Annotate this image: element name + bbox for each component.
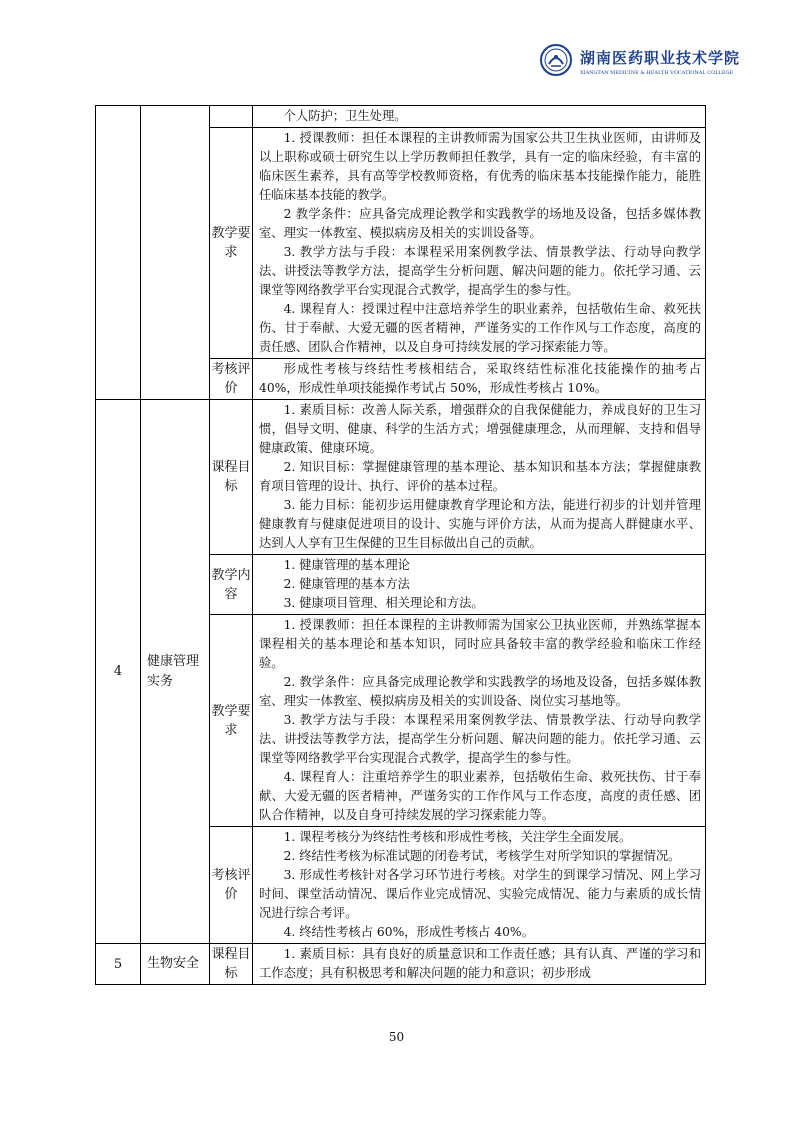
course-num-cell <box>96 106 141 400</box>
course-name-cell <box>141 106 210 400</box>
section-content-content <box>253 555 706 615</box>
paragraph: 2. 知识目标：掌握健康管理的基本理论、基本知识和基本方法；掌握健康教育项目管理的设计、执行、评价的基本过程。 <box>259 460 701 493</box>
paragraph: 2 教学条件：应具备完成理论教学和实践教学的场地及设备，包括多媒体教室、理实一体教室、模拟病房及相关的实训设备等。 <box>259 207 701 240</box>
course-number: 4 <box>96 400 141 944</box>
header-title <box>580 47 740 76</box>
section-label-goal: 课程目标 <box>210 400 253 555</box>
paragraph: 1. 授课教师：担任本课程的主讲教师需为国家公卫执业医师，并熟练掌握本课程相关的基本理论和基本知识，同时应具备较丰富的教学经验和临床工作经验。 <box>259 618 701 670</box>
paragraph: 4. 终结性考核占 60%，形成性考核占 40%。 <box>283 925 534 939</box>
paragraph: 4. 课程育人：注重培养学生的职业素养，包括敬佑生命、救死扶伤、甘于奉献、大爱无疆的医者精神，严谨务实的工作作风与工作态度，高度的责任感、团队合作精神，以及自身可持续发展的学习探索能力等。 <box>259 770 701 822</box>
paragraph: 1. 素质目标：具有良好的质量意识和工作责任感；具有认真、严谨的学习和工作态度；具有积极思考和解决问题的能力和意识；初步形成 <box>259 947 701 980</box>
table-row <box>96 944 706 985</box>
school-name-en: XIANGTAN MEDICINE & HEALTH VOCATIONAL COLLEGE <box>580 70 734 76</box>
paragraph: 2. 教学条件：应具备完成理论教学和实践教学的场地及设备，包括多媒体教室、理实一体教室、模拟病房及相关的实训设备、岗位实习基地等。 <box>259 675 701 708</box>
section-content-eval <box>253 359 706 400</box>
table-row <box>96 400 706 555</box>
page-number: 50 <box>388 1030 405 1044</box>
school-name-cn: 湖南医药职业技术学院 <box>580 49 741 67</box>
section-label-content: 教学内容 <box>210 555 253 615</box>
section-label-cell <box>210 106 253 128</box>
paragraph: 2. 终结性考核为标准试题的闭卷考试，考核学生对所学知识的掌握情况。 <box>283 849 681 863</box>
paragraph: 1. 授课教师：担任本课程的主讲教师需为国家公共卫生执业医师，由讲师及以上职称或硕士研究生以上学历教师担任教学，具有一定的临床经验，有丰富的临床医生素养，具有高等学校教师资格，有优秀的临床基本技能操作能力，能胜任临床基本技能的教学。 <box>259 131 701 202</box>
paragraph: 3. 能力目标：能初步运用健康教育学理论和方法，能进行初步的计划并管理健康教育与健康促进项目的设计、实施与评价方法，从而为提高人群健康水平、达到人人享有卫生保健的卫生目标做出自己的贡献。 <box>259 498 701 550</box>
table-row <box>96 106 706 128</box>
section-content-cell <box>253 106 706 128</box>
curriculum-table <box>95 105 706 985</box>
section-content-eval <box>253 827 706 944</box>
course-name: 健康管理实务 <box>141 400 210 944</box>
paragraph: 1. 素质目标：改善人际关系，增强群众的自我保健能力，养成良好的卫生习惯，倡导文明、健康、科学的生活方式；增强健康理念，从而理解、支持和倡导健康政策、健康环境。 <box>259 403 701 455</box>
section-content-goal <box>253 400 706 555</box>
section-content-teach-req <box>253 128 706 359</box>
paragraph: 1. 课程考核分为终结性考核和形成性考核，关注学生全面发展。 <box>283 830 632 844</box>
section-label-goal: 课程目标 <box>210 944 253 985</box>
course-number: 5 <box>96 944 141 985</box>
paragraph: 形成性考核与终结性考核相结合，采取终结性标准化技能操作的抽考占 40%，形成性单项技能操作考试占 50%，形成性考核占 10%。 <box>259 362 701 395</box>
section-content-goal <box>253 944 706 985</box>
paragraph: 3. 教学方法与手段：本课程采用案例教学法、情景教学法、行动导向教学法、讲授法等教学方法，提高学生分析问题、解决问题的能力。依托学习通、云课堂等网络教学平台实现混合式教学，提高学生的参与性。 <box>259 245 701 297</box>
paragraph: 3. 形成性考核针对各学习环节进行考核。对学生的到课学习情况、网上学习时间、课堂活动情况、课后作业完成情况、实验完成情况、能力与素质的成长情况进行综合考评。 <box>259 868 701 920</box>
college-logo <box>540 44 572 76</box>
list-item: 3. 健康项目管理、相关理论和方法。 <box>283 596 484 610</box>
course-name: 生物安全 <box>141 944 210 985</box>
list-item: 1. 健康管理的基本理论 <box>283 558 410 572</box>
section-label-eval: 考核评价 <box>210 359 253 400</box>
section-label-teach-req: 教学要求 <box>210 128 253 359</box>
content-line: 个人防护；卫生处理。 <box>283 109 407 123</box>
section-label-eval: 考核评价 <box>210 827 253 944</box>
section-content-teach-req <box>253 615 706 827</box>
list-item: 2. 健康管理的基本方法 <box>283 577 410 591</box>
section-label-teach-req: 教学要求 <box>210 615 253 827</box>
paragraph: 4. 课程育人：授课过程中注意培养学生的职业素养，包括敬佑生命、救死扶伤、甘于奉献、大爱无疆的医者精神，严谨务实的工作作风与工作态度，高度的责任感、团队合作精神，以及自身可持续发展的学习探索能力等。 <box>259 302 701 354</box>
paragraph: 3. 教学方法与手段：本课程采用案例教学法、情景教学法、行动导向教学法、讲授法等教学方法，提高学生分析问题、解决问题的能力。依托学习通、云课堂等网络教学平台实现混合式教学，提高学生的参与性。 <box>259 713 701 765</box>
